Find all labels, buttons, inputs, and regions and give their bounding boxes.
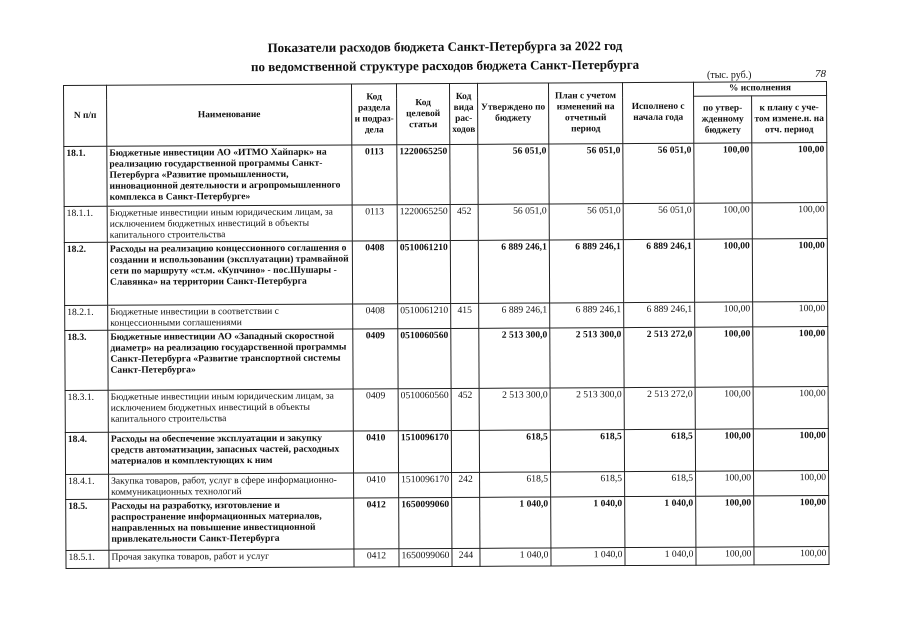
row-pct-plan: 100,00 [753,428,828,470]
row-number: 18.2. [64,242,107,305]
row-pct-approved: 100,00 [696,547,754,565]
row-approved-amount: 56 051,0 [478,144,549,204]
row-pct-plan: 100,00 [753,386,828,428]
row-pct-approved: 100,00 [695,387,753,429]
row-plan-amount: 6 889 246,1 [550,303,624,328]
row-plan-amount: 2 513 300,0 [550,328,624,388]
row-pct-approved: 100,00 [696,496,754,547]
row-pct-plan: 100,00 [753,326,828,386]
row-number: 18.1. [64,146,107,206]
budget-table-body [64,143,829,569]
row-number: 18.5.1. [66,550,109,568]
row-number: 18.2.1. [65,305,108,330]
title-line-2: по ведомственной структуре расходов бюджета Санкт-Петербурга [250,56,640,75]
row-section-code: 0113 [352,145,397,205]
header-executed: Исполнено с начала года [622,82,693,143]
document-title [200,36,690,77]
row-section-code: 0412 [354,549,399,567]
row-name: Бюджетные инвестиции в соответствии с концессионными соглашениями [108,304,353,330]
row-approved-amount: 1 040,0 [480,497,551,548]
row-plan-amount: 1 040,0 [551,548,625,566]
row-executed-amount: 2 513 272,0 [624,387,695,429]
row-pct-approved: 100,00 [696,471,754,496]
row-pct-approved: 100,00 [694,203,752,239]
row-approved-amount: 6 889 246,1 [478,240,549,303]
header-num: N п/п [64,85,107,146]
title-line-1: Показатели расходов бюджета Санкт-Петербурга за 2022 год [267,37,623,56]
table-row [64,203,827,243]
table-row [64,239,827,306]
row-pct-approved: 100,00 [694,239,752,302]
row-plan-amount: 618,5 [551,472,625,497]
row-expense-type-code [450,144,478,204]
row-expense-type-code: 242 [452,472,480,497]
header-type: Код вида рас-ходов [449,83,477,144]
row-target-code: 0510060560 [398,388,451,430]
row-expense-type-code: 244 [452,548,480,566]
row-executed-amount: 6 889 246,1 [623,239,694,302]
row-target-code: 0510060560 [398,328,451,388]
row-target-code: 1510096170 [399,472,452,497]
row-expense-type-code [452,497,480,548]
row-section-code: 0408 [353,304,398,329]
row-target-code: 0510061210 [398,303,451,328]
row-number: 18.1.1. [64,206,107,242]
row-section-code: 0412 [354,498,399,549]
row-pct-plan: 100,00 [752,203,827,239]
row-expense-type-code [451,430,479,472]
row-section-code: 0409 [353,389,398,431]
row-target-code: 1650099060 [399,497,452,548]
row-pct-approved: 100,00 [695,327,753,387]
header-name: Наименование [107,84,352,146]
row-plan-amount: 2 513 300,0 [550,388,624,430]
row-number: 18.4.1. [66,474,109,499]
row-approved-amount: 2 513 300,0 [479,388,550,430]
row-expense-type-code [450,240,478,303]
row-pct-plan: 100,00 [754,470,829,495]
row-executed-amount: 618,5 [625,471,696,496]
row-section-code: 0408 [352,241,397,304]
row-name: Расходы на разработку, изготовление и распространение информационных материалов, направленных на повышение инвестиционной привлекательности Санкт-Петербурга [109,498,354,550]
row-executed-amount: 2 513 272,0 [624,327,695,387]
row-pct-approved: 100,00 [695,429,753,471]
row-name: Прочая закупка товаров, работ и услуг [109,549,354,568]
row-approved-amount: 1 040,0 [480,548,551,566]
row-pct-plan: 100,00 [753,301,828,326]
row-pct-plan: 100,00 [752,143,827,203]
row-pct-plan: 100,00 [754,546,829,564]
table-row [66,546,829,568]
table-row [65,326,828,390]
row-approved-amount: 618,5 [479,430,550,472]
row-expense-type-code [451,328,479,388]
row-target-code: 0510061210 [397,240,450,303]
row-executed-amount: 56 051,0 [623,203,694,239]
header-section: Код раздела и подраз-дела [351,84,396,145]
units-label: (тыс. руб.) [707,70,752,81]
row-section-code: 0409 [353,329,398,389]
header-approved: Утверждено по бюджету [477,83,548,144]
row-pct-plan: 100,00 [754,495,829,546]
table-row [64,143,827,207]
row-expense-type-code: 415 [451,303,479,328]
row-executed-amount: 56 051,0 [623,143,694,203]
row-target-code: 1510096170 [398,430,451,472]
row-pct-plan: 100,00 [752,239,827,302]
row-plan-amount: 6 889 246,1 [549,240,623,303]
row-approved-amount: 56 051,0 [478,204,549,240]
row-section-code: 0410 [354,473,399,498]
row-approved-amount: 2 513 300,0 [479,328,550,388]
row-approved-amount: 6 889 246,1 [479,303,550,328]
row-expense-type-code: 452 [451,388,479,430]
row-number: 18.5. [66,499,109,550]
row-plan-amount: 618,5 [550,430,624,472]
header-plan: План с учетом изменений на отчетный период [548,83,622,144]
row-target-code: 1650099060 [399,548,452,566]
row-plan-amount: 1 040,0 [551,497,625,548]
row-name: Бюджетные инвестиции АО «Западный скоростной диаметр» на реализацию государственной программы Санкт-Петербурга «Развитие транспортной системы Санкт-Петербурга» [108,329,353,390]
row-name: Бюджетные инвестиции иным юридическим лицам, за исключением бюджетных инвестиций в объекты капитального строительства [108,389,353,432]
row-section-code: 0410 [353,431,398,473]
row-executed-amount: 618,5 [624,429,695,471]
row-pct-approved: 100,00 [695,302,753,327]
row-name: Расходы на обеспечение эксплуатации и закупку средств автоматизации, запасных частей, расходных материалов и комплектующих к ним [108,431,353,474]
row-number: 18.3. [65,330,108,390]
row-executed-amount: 6 889 246,1 [624,302,695,327]
header-pct-plan: к плану с уче-том измене.н. на отч. период [752,96,827,143]
row-plan-amount: 56 051,0 [549,144,623,204]
header-pct: % исполнения [693,82,826,97]
table-row [66,495,829,550]
row-executed-amount: 1 040,0 [625,496,696,547]
row-name: Закупка товаров, работ, услуг в сфере информационно-коммуникационных технологий [109,473,354,499]
header-target: Код целевой статьи [396,83,449,144]
page-number: 78 [815,68,826,80]
table-row [65,386,828,432]
row-name: Расходы на реализацию концессионного соглашения о создании и использовании (эксплуатации) трамвайной сети по маршруту «ст.м. «Купчино» - пос.Шушары - Славянка» на территории Санкт-Петербурга [107,241,352,305]
row-name: Бюджетные инвестиции иным юридическим лицам, за исключением бюджетных инвестиций в объекты капитального строительства [107,205,352,242]
header-pct-approved: по утвер-жденному бюджету [694,96,752,143]
row-expense-type-code: 452 [450,204,478,240]
row-executed-amount: 1 040,0 [625,547,696,565]
row-name: Бюджетные инвестиции АО «ИТМО Хайпарк» на реализацию государственной программы Санкт-Петербурга «Развитие промышленности, инновационной деятельности и агропромышленного комплекса в Санкт-Петербурге» [107,145,352,206]
row-number: 18.4. [65,432,108,474]
row-target-code: 1220065250 [397,144,450,204]
row-target-code: 1220065250 [397,204,450,240]
row-plan-amount: 56 051,0 [549,204,623,240]
row-pct-approved: 100,00 [694,143,752,203]
table-row [65,428,828,474]
row-number: 18.3.1. [65,390,108,432]
budget-table [63,81,830,569]
row-section-code: 0113 [352,205,397,241]
row-approved-amount: 618,5 [480,472,551,497]
